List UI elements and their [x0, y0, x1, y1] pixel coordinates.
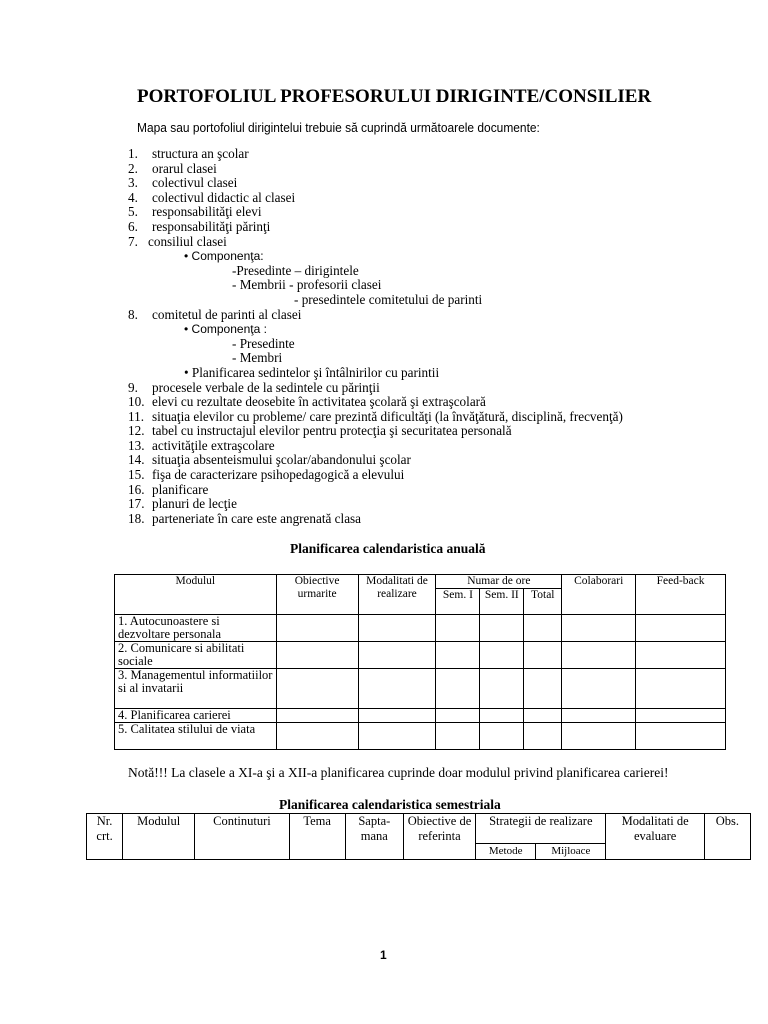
header-obiective: Obiective urmarite: [276, 575, 358, 615]
header-metode: Metode: [476, 844, 536, 860]
header-sem-1: Sem. I: [436, 589, 480, 615]
semestrial-plan-table: [86, 813, 751, 860]
header-sem-2: Sem. II: [480, 589, 524, 615]
table-row: 1. Autocunoastere si dezvoltare personala: [115, 615, 726, 642]
header-modalitati-evaluare: Modalitati de evaluare: [606, 814, 704, 860]
header-strategii: Strategii de realizare: [476, 814, 606, 844]
table-row: 3. Managementul informatiilor si al invatarii: [115, 669, 726, 709]
header-nr-crt: Nr. crt.: [87, 814, 123, 860]
header-colaborari: Colaborari: [562, 575, 636, 615]
note-text: Notă!!! La clasele a XI-a şi a XII-a planificarea cuprinde doar modulul privind planificarea carierei!: [128, 765, 669, 780]
header-total: Total: [524, 589, 562, 615]
annual-plan-table: [114, 574, 726, 750]
header-modul: Modulul: [123, 814, 195, 860]
header-modul: Modulul: [115, 575, 277, 615]
table-row: 2. Comunicare si abilitati sociale: [115, 642, 726, 669]
header-obs: Obs.: [704, 814, 750, 860]
header-feedback: Feed-back: [636, 575, 726, 615]
header-numar-ore: Numar de ore: [436, 575, 562, 589]
semestrial-plan-heading: Planificarea calendaristica semestriala: [279, 797, 501, 812]
document-page: PORTOFOLIUL PROFESORULUI DIRIGINTE/CONSILIER Mapa sau portofoliul dirigintelui trebuie să cuprindă următoarele documente: 1. structura an şcolar 2. orarul clasei 3. colectivul clasei 4. colectivul didactic al clasei 5. responsabilităţi elevi 6. responsabilităţi părinţi 7. consiliul clasei • Componenţa: -Presedinte – dirigintele - Membrii - profesorii clasei - presedintele comitetului de parinti 8. comitetul de parinti al clasei • Componenţa : - Presedinte - Membri • Planificarea sedintelor şi întâlnirilor cu parintii 9. procesele verbale de la sedintele cu părinţii 10. elevi cu rezultate deosebite în activitatea şcolară şi extraşcolară 11. situaţia elevilor cu probleme/ care prezintă dificultăţi (la învăţătură, disciplină, frecvenţă) 12. tabel cu instructajul elevilor pentru protecţia şi securitatea personală 13. activităţile extraşcolare 14. situaţia absenteismului şcolar/abandonului şcolar 15. fişa de caracterizare psihopedagogică a elevului 16. planificare 17. planuri de lecţie 18. parteneriate în care este angrenată clasa Planificarea calendaristica anuală Modulul Obiective urmarite Modalitati de realizare Numar de ore Colaborari Feed-back Sem. I Sem. II Total 1. Autocunoastere si dezvoltare personala 2. Comunicare si abilitati sociale 3. Managementul informatiilor si al invatarii 4. Planificarea carierei 5. Calitatea stilului de viata Notă!!! La clasele a XI-a şi a XII-a planificarea cuprinde doar modulul privind planificarea carierei! Planificarea calendaristica semestriala Nr. crt. Modulul Continuturi Tema Sapta- mana Obiective de referinta Strategii de realizare Modalitati de evaluare Obs. Metode Mijloace 1: [0, 0, 768, 1024]
header-tema: Tema: [289, 814, 345, 860]
header-saptamana: Sapta- mana: [345, 814, 403, 860]
annual-plan-heading: Planificarea calendaristica anuală: [290, 541, 486, 556]
header-mijloace: Mijloace: [536, 844, 606, 860]
header-continuturi: Continuturi: [195, 814, 289, 860]
table-row: 5. Calitatea stilului de viata: [115, 722, 726, 749]
table-row: 4. Planificarea carierei: [115, 709, 726, 723]
page-number: 1: [380, 948, 387, 962]
header-modalitati: Modalitati de realizare: [358, 575, 436, 615]
header-obiective: Obiective de referinta: [403, 814, 475, 860]
intro-text: Mapa sau portofoliul dirigintelui trebuie să cuprindă următoarele documente:: [137, 120, 540, 135]
page-title: PORTOFOLIUL PROFESORULUI DIRIGINTE/CONSILIER: [137, 86, 652, 107]
